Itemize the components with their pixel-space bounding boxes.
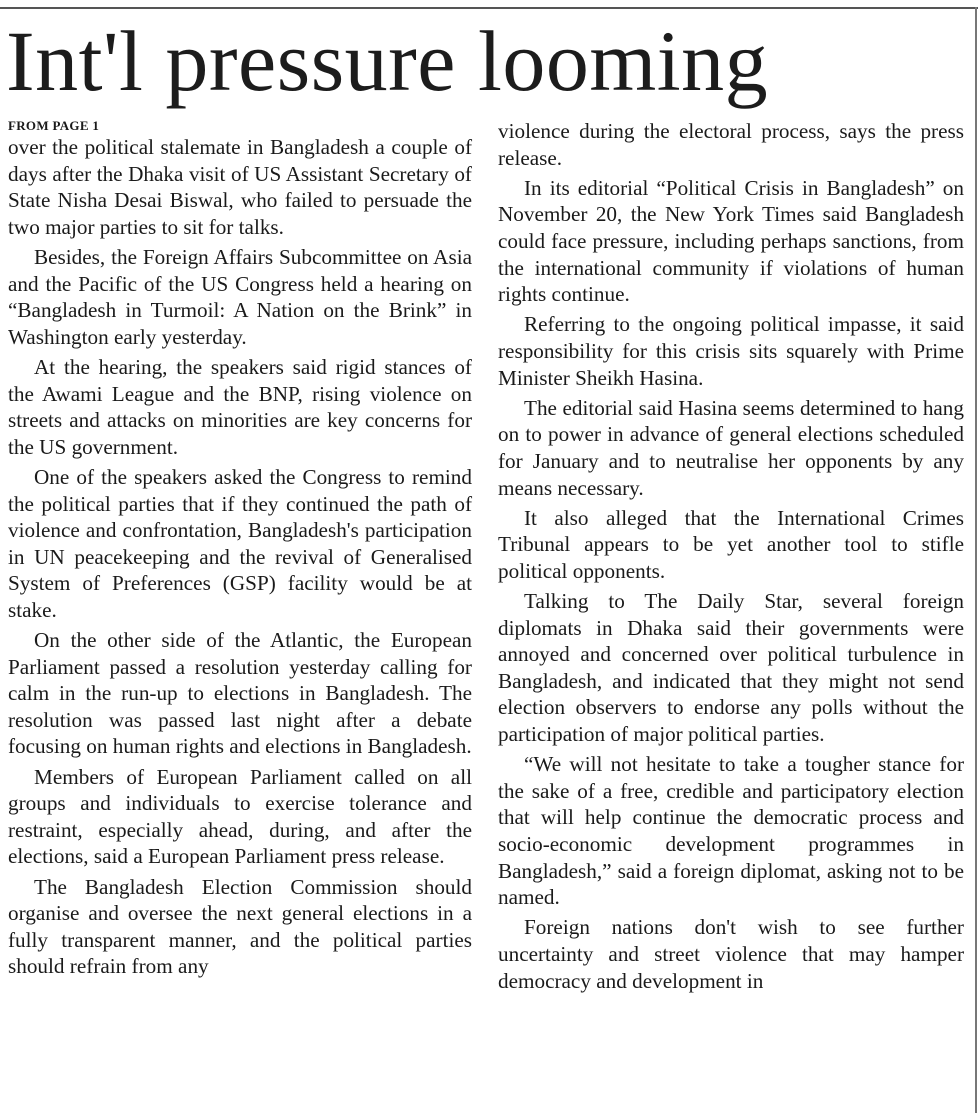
right-rule xyxy=(975,7,977,1113)
top-rule xyxy=(0,7,978,9)
paragraph: over the political stalemate in Bangladesh a couple of days after the Dhaka visit of US Assistant Secretary of State Nisha Desai Biswal, who failed to persuade the two major parties to sit for talks. xyxy=(8,135,472,239)
paragraph: violence during the electoral process, says the press release. xyxy=(498,119,964,170)
left-column xyxy=(8,118,472,980)
paragraph: The Bangladesh Election Commission should organise and oversee the next general elections in a fully transparent manner, and the political parties should refrain from any xyxy=(8,874,472,979)
paragraph: It also alleged that the International Crimes Tribunal appears to be yet another tool to stifle political opponents. xyxy=(498,505,964,583)
headline: Int'l pressure looming xyxy=(6,13,769,109)
right-column xyxy=(498,118,964,994)
paragraph: In its editorial “Political Crisis in Bangladesh” on November 20, the New York Times said Bangladesh could face pressure, including perhaps sanctions, from the international community if violations of human rights continue. xyxy=(498,175,964,307)
paragraph: The editorial said Hasina seems determined to hang on to power in advance of general elections scheduled for January and to neutralise her opponents by any means necessary. xyxy=(498,395,964,500)
paragraph: Referring to the ongoing political impasse, it said responsibility for this crisis sits squarely with Prime Minister Sheikh Hasina. xyxy=(498,312,964,390)
paragraph: Members of European Parliament called on all groups and individuals to exercise tolerance and restraint, especially ahead, during, and after the elections, said a European Parliament press release. xyxy=(8,764,472,869)
paragraph: At the hearing, the speakers said rigid stances of the Awami League and the BNP, rising violence on streets and attacks on minorities are key concerns for the US government. xyxy=(8,354,472,459)
paragraph: Foreign nations don't wish to see further uncertainty and street violence that may hamper democracy and development in xyxy=(498,915,964,993)
continuation-kicker: FROM PAGE 1 xyxy=(8,118,100,133)
paragraph: On the other side of the Atlantic, the European Parliament passed a resolution yesterday calling for calm in the run-up to elections in Bangladesh. The resolution was passed last night after a debate focusing on human rights and elections in Bangladesh. xyxy=(8,628,472,759)
paragraph: Talking to The Daily Star, several foreign diplomats in Dhaka said their governments were annoyed and concerned over political turbulence in Bangladesh, and indicated that they might not send election observers to endorse any polls without the participation of major political parties. xyxy=(498,589,964,747)
paragraph: One of the speakers asked the Congress to remind the political parties that if they continued the path of violence and confrontation, Bangladesh's participation in UN peacekeeping and the revival of Generalised System of Preferences (GSP) facility would be at stake. xyxy=(8,464,472,622)
paragraph: Besides, the Foreign Affairs Subcommittee on Asia and the Pacific of the US Congress held a hearing on “Bangladesh in Turmoil: A Nation on the Brink” in Washington early yesterday. xyxy=(8,244,472,349)
paragraph: “We will not hesitate to take a tougher stance for the sake of a free, credible and participatory election that will help continue the democratic process and socio-economic development programmes in Bangladesh,” said a foreign diplomat, asking not to be named. xyxy=(498,752,964,910)
